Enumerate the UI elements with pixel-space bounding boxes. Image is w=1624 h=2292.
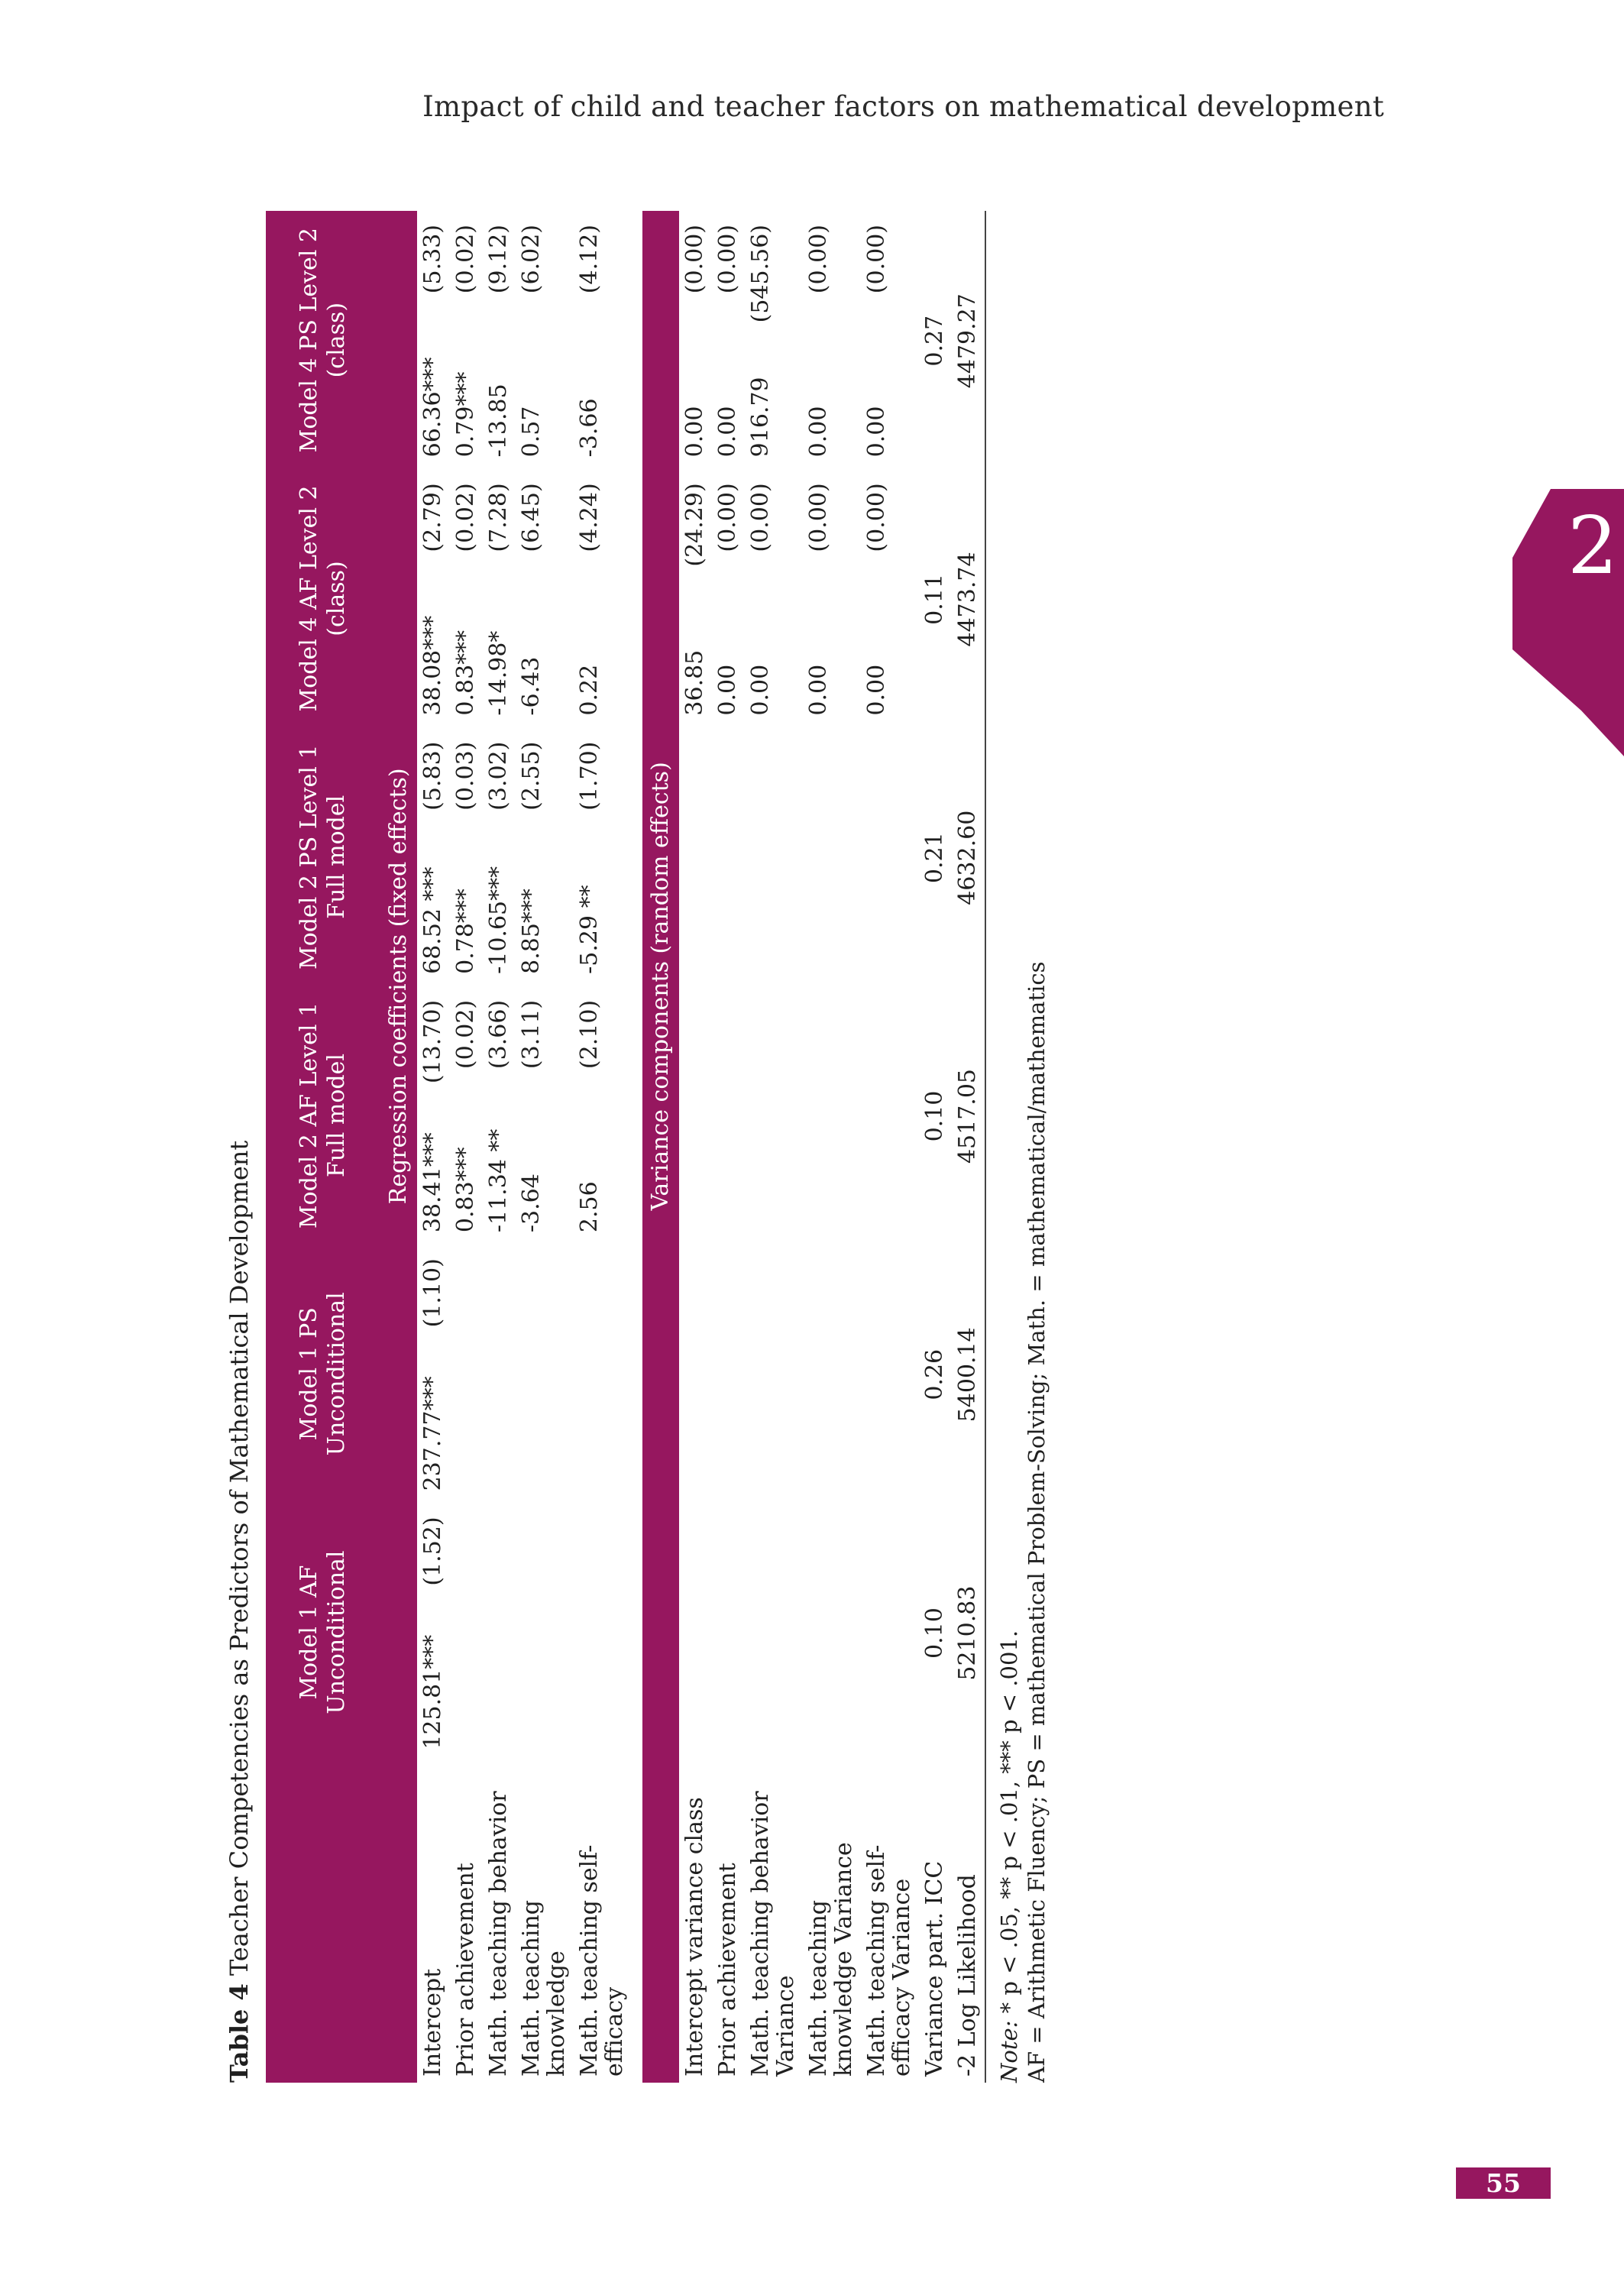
- table-cell: [574, 469, 632, 727]
- cell-estimate: 4517.05: [954, 1068, 981, 1164]
- band-spacer: [642, 1762, 679, 2083]
- cell-standard-error: (1.70): [576, 741, 603, 811]
- table-body: [380, 211, 985, 2083]
- cell-estimate: 125.81***: [419, 1634, 446, 1750]
- row-label: Math. teaching self-efficacy: [576, 1844, 628, 2077]
- table-cell: [417, 1503, 450, 1761]
- cell-estimate: 0.00: [681, 406, 708, 458]
- band-label: Variance components (random effects): [642, 211, 679, 1762]
- table-cell: [712, 469, 745, 727]
- table-cell: [483, 728, 516, 986]
- cell-estimate: -6.43: [518, 656, 545, 716]
- caption-label: Table 4: [225, 1983, 254, 2083]
- table-cell: [574, 728, 632, 986]
- cell-standard-error: (2.10): [576, 999, 603, 1070]
- table-row: [803, 211, 861, 2083]
- cell-standard-error: (0.00): [747, 483, 774, 552]
- table-cell: [483, 469, 516, 727]
- cell-estimate: -5.29 **: [576, 885, 603, 974]
- cell-estimate: 0.83***: [452, 630, 479, 716]
- row-label: Variance part. ICC: [921, 1860, 948, 2077]
- row-label: Intercept: [419, 1968, 446, 2077]
- table-cell: [516, 1503, 574, 1761]
- cell-estimate: 5400.14: [954, 1327, 981, 1423]
- table-cell: [919, 728, 952, 986]
- table-row: [745, 211, 803, 2083]
- row-label: Prior achievement: [452, 1863, 479, 2077]
- cell-estimate: 0.27: [921, 315, 948, 367]
- table-row: [574, 211, 632, 2083]
- table-cell: [861, 211, 919, 469]
- row-label: Math. teaching behavior: [485, 1791, 512, 2077]
- table-cell: [516, 211, 574, 469]
- table-cell: [450, 1503, 483, 1761]
- table-cell: [417, 728, 450, 986]
- table-cell: [417, 1245, 450, 1503]
- cell-estimate: -13.85: [485, 384, 512, 458]
- cell-estimate: 0.00: [714, 664, 741, 716]
- fixed-effects-band: [380, 211, 417, 2083]
- cell-estimate: 8.85***: [518, 889, 545, 974]
- table-cell: [516, 986, 574, 1245]
- table-cell: [516, 1245, 574, 1503]
- header-cell-model: Model 4 PS Level 2 (class): [266, 211, 380, 469]
- header-cell-model: Model 4 AF Level 2 (class): [266, 469, 380, 727]
- table-cell: [803, 469, 861, 727]
- cell-standard-error: (0.00): [863, 225, 890, 294]
- cell-standard-error: (1.10): [419, 1258, 446, 1328]
- cell-estimate: 0.79***: [452, 371, 479, 458]
- table-cell: [712, 986, 745, 1245]
- table-cell: [803, 211, 861, 469]
- row-label: Intercept variance class: [681, 1797, 708, 2077]
- cell-estimate: 237.77***: [419, 1376, 446, 1491]
- table-cell: [745, 1503, 803, 1761]
- cell-standard-error: (0.02): [452, 225, 479, 294]
- table-cell: [952, 469, 985, 727]
- cell-standard-error: (3.66): [485, 999, 512, 1070]
- table-cell: [745, 469, 803, 727]
- cell-estimate: 4473.74: [954, 552, 981, 647]
- cell-estimate: -14.98*: [485, 630, 512, 716]
- table-cell: [919, 469, 952, 727]
- abbreviation-note: AF = Arithmetic Fluency; PS = mathematical Problem-Solving; Math. = mathematical/mathematics: [1024, 961, 1050, 2083]
- cell-standard-error: (3.11): [518, 999, 545, 1070]
- cell-estimate: 0.00: [863, 406, 890, 458]
- table-cell: [861, 986, 919, 1245]
- table-cell: [803, 1503, 861, 1761]
- cell-standard-error: (0.02): [452, 483, 479, 552]
- table-cell: [952, 1245, 985, 1503]
- band-spacer: [380, 1762, 417, 2083]
- cell-standard-error: (4.24): [576, 483, 603, 552]
- table-caption: [222, 196, 257, 2083]
- table-cell: [745, 728, 803, 986]
- page-number: 55: [1456, 2167, 1551, 2199]
- cell-estimate: 0.83***: [452, 1147, 479, 1233]
- cell-standard-error: (13.70): [419, 999, 446, 1084]
- significance-note: Note: * p < .05, ** p < .01, *** p < .001.: [996, 1630, 1022, 2083]
- cell-estimate: 0.11: [921, 574, 948, 625]
- table-cell: [679, 728, 712, 986]
- table-cell: [803, 728, 861, 986]
- header-cell-model: Model 2 PS Level 1 Full model: [266, 728, 380, 986]
- random-effects-band: [642, 211, 679, 2083]
- table-cell: [450, 469, 483, 727]
- cell-estimate: 36.85: [681, 649, 708, 716]
- cell-estimate: 0.00: [863, 664, 890, 716]
- table-cell: [712, 728, 745, 986]
- cell-estimate: 5210.83: [954, 1585, 981, 1681]
- cell-estimate: 0.21: [921, 832, 948, 884]
- table-cell: [483, 1503, 516, 1761]
- chapter-tab-shape: [1512, 489, 1624, 756]
- table-cell: [745, 211, 803, 469]
- table-cell: [861, 469, 919, 727]
- cell-standard-error: (1.52): [419, 1517, 446, 1586]
- table-cell: [516, 728, 574, 986]
- cell-estimate: 0.00: [805, 664, 832, 716]
- table-cell: [574, 986, 632, 1245]
- cell-standard-error: (0.00): [805, 483, 832, 552]
- chapter-tab: [1512, 489, 1624, 756]
- table-cell: [574, 211, 632, 469]
- cell-standard-error: (9.12): [485, 225, 512, 294]
- cell-estimate: 38.41***: [419, 1132, 446, 1233]
- cell-standard-error: (7.28): [485, 483, 512, 552]
- spacer-cell: [632, 211, 642, 2083]
- results-table: [266, 211, 986, 2083]
- cell-standard-error: (5.33): [419, 225, 446, 294]
- table-cell: [952, 1503, 985, 1761]
- header-cell-empty: [266, 1762, 380, 2083]
- table-cell: [952, 211, 985, 469]
- table-cell: [919, 211, 952, 469]
- cell-estimate: 66.36***: [419, 357, 446, 458]
- table-cell: [450, 728, 483, 986]
- cell-estimate: 0.78***: [452, 889, 479, 974]
- row-label: Math. teaching knowledge Variance: [805, 1842, 857, 2077]
- table-cell: [712, 1245, 745, 1503]
- cell-estimate: 4479.27: [954, 293, 981, 389]
- row-spacer: [632, 211, 642, 2083]
- table-cell: [861, 1503, 919, 1761]
- table-cell: [483, 211, 516, 469]
- row-label: Math. teaching self-efficacy Variance: [863, 1844, 915, 2077]
- row-label: Math. teaching behavior Variance: [747, 1791, 799, 2077]
- cell-estimate: 0.10: [921, 1090, 948, 1142]
- cell-standard-error: (6.02): [518, 225, 545, 294]
- table-cell: [516, 469, 574, 727]
- table-cell: [745, 1245, 803, 1503]
- cell-estimate: 2.56: [576, 1181, 603, 1233]
- table-row: [712, 211, 745, 2083]
- cell-estimate: 0.10: [921, 1607, 948, 1659]
- cell-standard-error: (545.56): [747, 225, 774, 323]
- table-cell: [450, 1245, 483, 1503]
- cell-estimate: -3.66: [576, 398, 603, 458]
- cell-estimate: 0.00: [747, 664, 774, 716]
- table-cell: [679, 1245, 712, 1503]
- cell-estimate: 0.26: [921, 1348, 948, 1400]
- cell-standard-error: (2.79): [419, 483, 446, 552]
- cell-standard-error: (24.29): [681, 483, 708, 567]
- table-cell: [679, 1503, 712, 1761]
- table-row: [861, 211, 919, 2083]
- table-cell: [483, 1245, 516, 1503]
- caption-text: Teacher Competencies as Predictors of Mathematical Development: [225, 1140, 254, 1984]
- cell-standard-error: (0.00): [714, 225, 741, 294]
- row-label: -2 Log Likelihood: [952, 1762, 985, 2083]
- row-label: Prior achievement: [714, 1863, 741, 2077]
- header-cell-model: Model 1 AF Unconditional: [266, 1503, 380, 1761]
- cell-estimate: 0.57: [518, 406, 545, 458]
- cell-standard-error: (0.00): [681, 225, 708, 294]
- table-cell: [952, 728, 985, 986]
- table-row: [483, 211, 516, 2083]
- row-label: Math. teaching knowledge: [518, 1900, 570, 2077]
- table-cell: [679, 211, 712, 469]
- cell-estimate: 0.22: [576, 664, 603, 716]
- running-header: Impact of child and teacher factors on mathematical development: [422, 90, 1384, 123]
- cell-standard-error: (5.83): [419, 741, 446, 811]
- header-cell-model: Model 2 AF Level 1 Full model: [266, 986, 380, 1245]
- table-cell: [574, 1503, 632, 1761]
- table-header-row: [266, 211, 380, 2083]
- table-cell: [417, 986, 450, 1245]
- table-cell: [712, 211, 745, 469]
- band-label: Regression coefficients (fixed effects): [380, 211, 417, 1762]
- table-row: [919, 211, 952, 2083]
- table-cell: [450, 986, 483, 1245]
- table-row: [679, 211, 712, 2083]
- cell-standard-error: (0.00): [863, 483, 890, 552]
- table-cell: [919, 986, 952, 1245]
- chapter-number: 2: [1567, 499, 1619, 592]
- table-cell: [952, 986, 985, 1245]
- table-cell: [861, 1245, 919, 1503]
- cell-standard-error: (0.00): [805, 225, 832, 294]
- cell-estimate: 4632.60: [954, 810, 981, 905]
- cell-estimate: -10.65***: [485, 866, 512, 974]
- table-cell: [803, 986, 861, 1245]
- table-cell: [417, 469, 450, 727]
- table-cell: [679, 469, 712, 727]
- cell-standard-error: (2.55): [518, 741, 545, 811]
- table-row: [952, 211, 985, 2083]
- table-cell: [483, 986, 516, 1245]
- table-note: [995, 196, 1050, 2083]
- table-cell: [574, 1245, 632, 1503]
- table-cell: [861, 728, 919, 986]
- table-cell: [745, 986, 803, 1245]
- rotated-table-block: [222, 196, 1169, 2083]
- cell-standard-error: (6.45): [518, 483, 545, 552]
- table-row: [450, 211, 483, 2083]
- cell-estimate: 0.00: [714, 406, 741, 458]
- table-cell: [919, 1503, 952, 1761]
- cell-estimate: 916.79: [747, 377, 774, 458]
- table-row: [417, 211, 450, 2083]
- cell-standard-error: (3.02): [485, 741, 512, 811]
- cell-estimate: -11.34 **: [485, 1128, 512, 1233]
- cell-estimate: -3.64: [518, 1174, 545, 1233]
- cell-estimate: 38.08***: [419, 615, 446, 716]
- header-cell-model: Model 1 PS Unconditional: [266, 1245, 380, 1503]
- cell-standard-error: (0.00): [714, 483, 741, 552]
- table-cell: [712, 1503, 745, 1761]
- table-cell: [450, 211, 483, 469]
- cell-estimate: 68.52 ***: [419, 866, 446, 974]
- table-row: [516, 211, 574, 2083]
- cell-standard-error: (0.02): [452, 999, 479, 1070]
- table-cell: [417, 211, 450, 469]
- table-cell: [803, 1245, 861, 1503]
- cell-standard-error: (0.03): [452, 741, 479, 811]
- cell-standard-error: (4.12): [576, 225, 603, 294]
- cell-estimate: 0.00: [805, 406, 832, 458]
- table-cell: [679, 986, 712, 1245]
- table-cell: [919, 1245, 952, 1503]
